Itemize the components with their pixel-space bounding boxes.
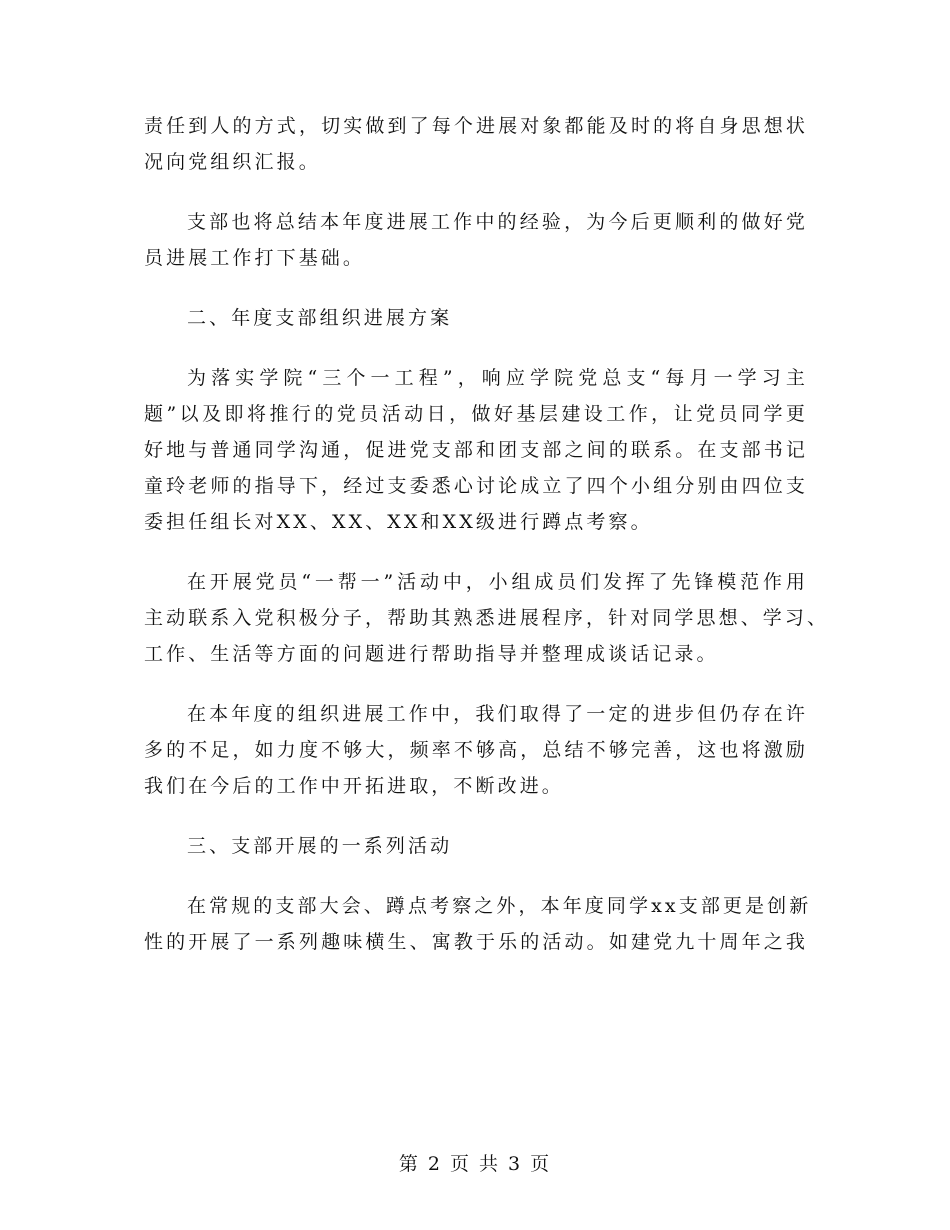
heading-text: 三、支部开展的一系列活动 [187,835,453,857]
text-line: 支部也将总结本年度进展工作中的经验，为今后更顺利的做好党 [187,211,808,233]
paragraph [144,360,808,540]
paragraph [144,888,812,960]
text-line: 在开展党员“一帮一”活动中，小组成员们发挥了先锋模范作用 [187,571,808,593]
text-line: 委担任组长对XX、XX、XX和XX级进行蹲点考察。 [144,511,653,533]
paragraph [144,204,808,276]
text-line: 性的开展了一系列趣味横生、寓教于乐的活动。如建党九十周年之我 [144,931,808,953]
text-line: 在本年度的组织进展工作中，我们取得了一定的进步但仍存在许 [187,703,808,725]
paragraph [144,696,808,804]
paragraph [144,564,830,672]
text-line: 主动联系入党积极分子，帮助其熟悉进展程序，针对同学思想、学习、 [144,607,830,629]
section-heading [144,300,808,336]
page-number-footer: 第 2 页 共 3 页 [398,1153,552,1175]
section-heading [144,828,808,864]
text-line: 题”以及即将推行的党员活动日，做好基层建设工作，让党员同学更 [144,403,808,425]
text-line: 多的不足，如力度不够大，频率不够高，总结不够完善，这也将激励 [144,739,808,761]
text-line: 况向党组织汇报。 [144,151,321,173]
document-body [144,108,830,960]
text-line: 责任到人的方式，切实做到了每个进展对象都能及时的将自身思想状 [144,115,808,137]
paragraph-continuation [144,108,808,180]
text-line: 童玲老师的指导下，经过支委悉心讨论成立了四个小组分别由四位支 [144,475,808,497]
text-line: 工作、生活等方面的问题进行帮助指导并整理成谈话记录。 [144,643,719,665]
text-line: 员进展工作打下基础。 [144,247,366,269]
text-line: 为落实学院“三个一工程”，响应学院党总支“每月一学习主 [187,367,808,389]
heading-text: 二、年度支部组织进展方案 [187,307,453,329]
text-line: 在常规的支部大会、蹲点考察之外，本年度同学xx支部更是创新 [187,895,812,917]
text-line: 好地与普通同学沟通，促进党支部和团支部之间的联系。在支部书记 [144,439,808,461]
text-line: 我们在今后的工作中开拓进取，不断改进。 [144,775,564,797]
